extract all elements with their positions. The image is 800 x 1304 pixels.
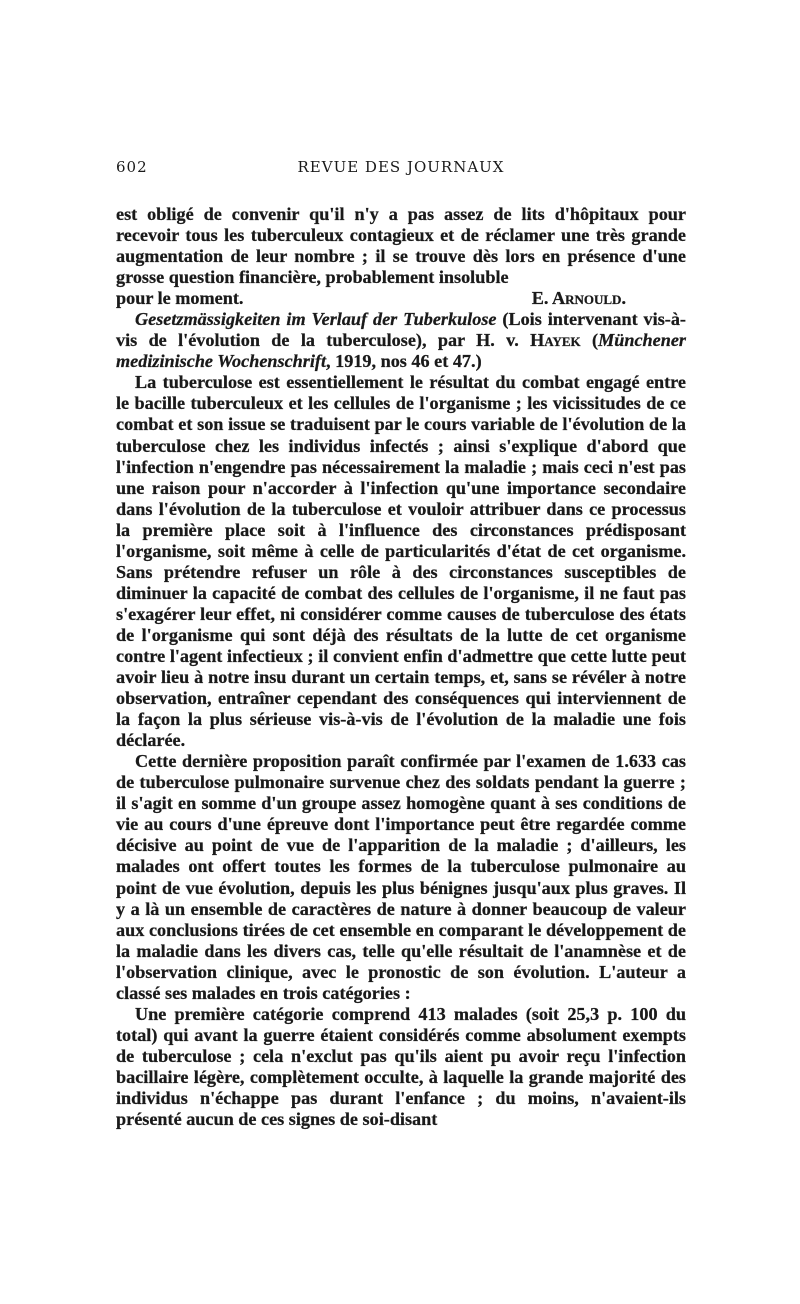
previous-review-last-line: pour le moment. (116, 288, 244, 309)
body-text (116, 204, 686, 1130)
paragraph-1: La tuberculose est essentiellement le résultat du combat engagé entre le bacille tuberculeux et les cellules de l'organisme ; les vicissitudes de ce combat et son issue se traduisent par le cours variable de l'évolution de la tuberculose chez les individus infectés ; ainsi s'explique d'abord que l'infection n'engendre pas nécessairement la maladie ; mais ceci n'est pas une raison pour n'accorder à l'infection qu'une importance secondaire dans l'évolution de la tuberculose et vouloir attribuer dans ce processus la première place soit à l'influence des circonstances prédisposant l'organisme, soit même à celle de particularités d'état de cet organisme. Sans prétendre refuser un rôle à des circonstances susceptibles de diminuer la capacité de combat des cellules de l'organisme, il ne faut pas s'exagérer leur effet, ni considérer comme causes de tuberculose des états de l'organisme qui sont déjà des résultats de la lutte de cet organisme contre l'agent infectieux ; il convient enfin d'admettre que cette lutte peut avoir lieu à notre insu durant un certain temps, et, sans se révéler à notre observation, entraîner cependant des conséquences qui interviennent de la façon la plus sérieuse vis-à-vis de l'évolution de la maladie une fois déclarée. (116, 372, 686, 751)
running-head (116, 158, 686, 182)
review-title: Gesetzmässigkeiten im Verlauf der Tuberkulose (135, 309, 497, 330)
review-journal: Münchener medizinische Wochenschrift (116, 330, 686, 372)
paragraph-3: Une première catégorie comprend 413 malades (soit 25,3 p. 100 du total) qui avant la guerre étaient considérés comme absolument exempts de tuberculose ; cela n'exclut pas qu'ils aient pu avoir reçu l'infection bacillaire légère, complètement occulte, à laquelle la grande majorité des individus n'échappe pas durant l'enfance ; du moins, n'avaient-ils présenté aucun de ces signes de soi-disant (116, 1003, 686, 1130)
review-citation: , 1919, nos 46 et 47.) (326, 351, 482, 372)
review-title-translation: (Lois intervenant vis-à-vis de l'évolution de la tuberculose), par H. v. (116, 309, 686, 351)
review-author: Hayek (530, 330, 581, 351)
review-source-open: ( (580, 330, 599, 351)
journal-title: REVUE DES JOURNAUX (297, 158, 505, 176)
review-header (116, 309, 686, 372)
signature-line (116, 288, 686, 309)
author-signature: E. Arnould. (531, 288, 626, 309)
paragraph-2: Cette dernière proposition paraît confirmée par l'examen de 1.633 cas de tuberculose pulmonaire survenue chez des soldats pendant la guerre ; il s'agit en somme d'un groupe assez homogène quant à ses conditions de vie au cours d'une épreuve dont l'importance peut être regardée comme décisive au point de vue de l'apparition de la maladie ; d'ailleurs, les malades ont offert toutes les formes de la tuberculose pulmonaire au point de vue évolution, depuis les plus bénignes jusqu'aux plus graves. Il y a là un ensemble de caractères de nature à donner beaucoup de valeur aux conclusions tirées de cet ensemble en comparant le développement de la maladie dans les divers cas, telle qu'elle résultait de l'anamnèse et de l'observation clinique, avec le pronostic de son évolution. L'auteur a classé ses malades en trois catégories : (116, 751, 686, 1003)
previous-review-text: est obligé de convenir qu'il n'y a pas assez de lits d'hôpitaux pour recevoir tous les tuberculeux contagieux et de réclamer une très grande augmentation de leur nombre ; il se trouve dès lors en présence d'une grosse question financière, probablement insoluble (116, 204, 686, 288)
page-number: 602 (116, 158, 148, 176)
document-page (116, 158, 686, 1130)
